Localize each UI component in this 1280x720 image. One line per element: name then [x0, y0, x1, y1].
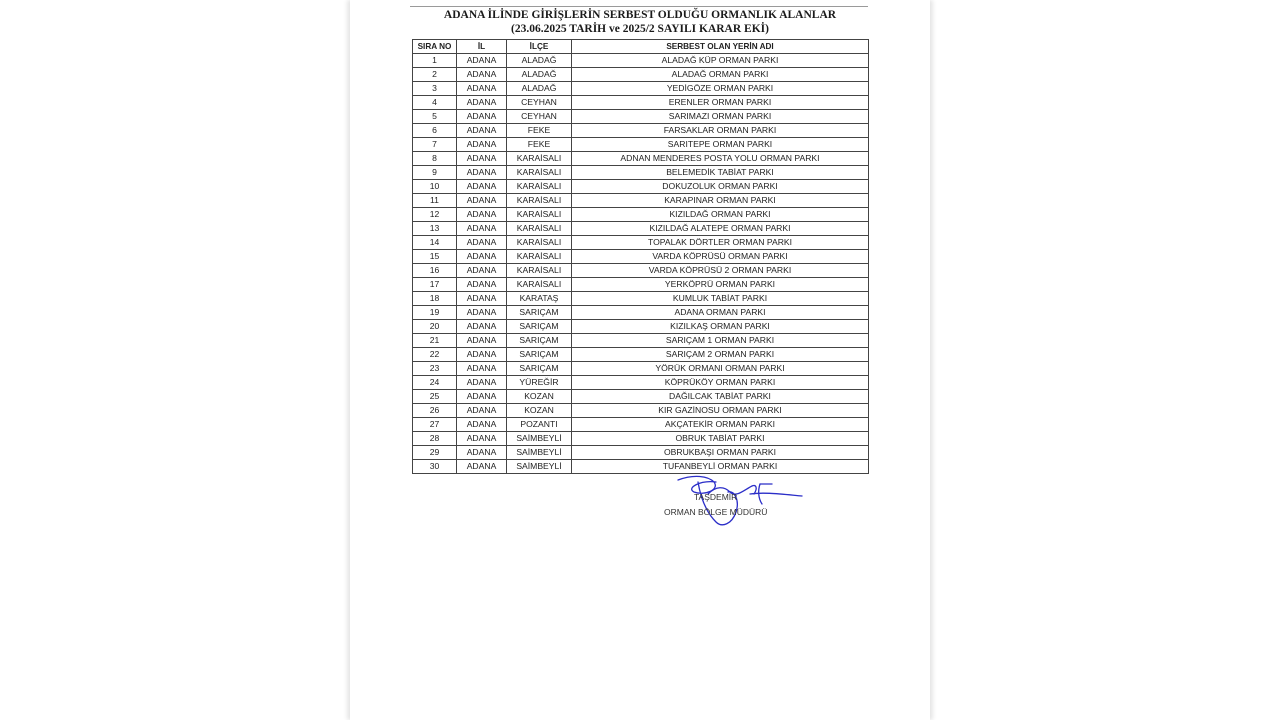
table-row	[413, 306, 869, 320]
cell-sira-no: 1	[413, 54, 457, 68]
table-header-row	[413, 40, 869, 54]
cell-ilce: KARAİSALI	[507, 278, 572, 292]
cell-yer-adi: ERENLER ORMAN PARKI	[572, 96, 869, 110]
cell-il: ADANA	[457, 54, 507, 68]
table-row	[413, 362, 869, 376]
table-row	[413, 110, 869, 124]
cell-sira-no: 13	[413, 222, 457, 236]
table-row	[413, 320, 869, 334]
cell-yer-adi: VARDA KÖPRÜSÜ ORMAN PARKI	[572, 250, 869, 264]
cell-sira-no: 7	[413, 138, 457, 152]
cell-yer-adi: DAĞILCAK TABİAT PARKI	[572, 390, 869, 404]
cell-ilce: KARAİSALI	[507, 194, 572, 208]
table-row	[413, 250, 869, 264]
cell-il: ADANA	[457, 418, 507, 432]
cell-ilce: SAİMBEYLİ	[507, 432, 572, 446]
title-line-1: ADANA İLİNDE GİRİŞLERİN SERBEST OLDUĞU ORMANLIK ALANLAR	[443, 9, 837, 21]
cell-sira-no: 12	[413, 208, 457, 222]
table-row	[413, 404, 869, 418]
cell-il: ADANA	[457, 68, 507, 82]
table-row	[413, 446, 869, 460]
cell-yer-adi: KIR GAZİNOSU ORMAN PARKI	[572, 404, 869, 418]
cell-sira-no: 18	[413, 292, 457, 306]
cell-sira-no: 10	[413, 180, 457, 194]
cell-il: ADANA	[457, 292, 507, 306]
cell-il: ADANA	[457, 222, 507, 236]
table-row	[413, 236, 869, 250]
signature-block	[664, 472, 814, 532]
cell-ilce: SAİMBEYLİ	[507, 460, 572, 474]
cell-ilce: FEKE	[507, 138, 572, 152]
cell-il: ADANA	[457, 250, 507, 264]
cell-ilce: KARAİSALI	[507, 222, 572, 236]
table-row	[413, 68, 869, 82]
cell-yer-adi: ADANA ORMAN PARKI	[572, 306, 869, 320]
cell-yer-adi: YERKÖPRÜ ORMAN PARKI	[572, 278, 869, 292]
cell-yer-adi: ADNAN MENDERES POSTA YOLU ORMAN PARKI	[572, 152, 869, 166]
table-row	[413, 264, 869, 278]
cell-il: ADANA	[457, 124, 507, 138]
cell-ilce: ALADAĞ	[507, 68, 572, 82]
cell-ilce: KARAİSALI	[507, 152, 572, 166]
cell-ilce: KARAİSALI	[507, 166, 572, 180]
cell-ilce: SARIÇAM	[507, 362, 572, 376]
table-body	[413, 54, 869, 474]
cell-il: ADANA	[457, 138, 507, 152]
cell-ilce: CEYHAN	[507, 110, 572, 124]
cell-il: ADANA	[457, 96, 507, 110]
cell-ilce: KARAİSALI	[507, 180, 572, 194]
cell-il: ADANA	[457, 166, 507, 180]
cell-sira-no: 27	[413, 418, 457, 432]
table-row	[413, 138, 869, 152]
cell-il: ADANA	[457, 446, 507, 460]
cell-yer-adi: SARITEPE ORMAN PARKI	[572, 138, 869, 152]
cell-sira-no: 21	[413, 334, 457, 348]
cell-ilce: KARAİSALI	[507, 264, 572, 278]
cell-yer-adi: KARAPINAR ORMAN PARKI	[572, 194, 869, 208]
table-row	[413, 96, 869, 110]
column-header-il: İL	[457, 40, 507, 54]
cell-yer-adi: BELEMEDİK TABİAT PARKI	[572, 166, 869, 180]
cell-yer-adi: AKÇATEKİR ORMAN PARKI	[572, 418, 869, 432]
cell-yer-adi: SARIÇAM 1 ORMAN PARKI	[572, 334, 869, 348]
cell-sira-no: 17	[413, 278, 457, 292]
cell-sira-no: 28	[413, 432, 457, 446]
cell-yer-adi: YEDİGÖZE ORMAN PARKI	[572, 82, 869, 96]
table-row	[413, 54, 869, 68]
cell-yer-adi: KUMLUK TABİAT PARKI	[572, 292, 869, 306]
cell-sira-no: 19	[413, 306, 457, 320]
table-row	[413, 418, 869, 432]
cell-il: ADANA	[457, 194, 507, 208]
cell-yer-adi: VARDA KÖPRÜSÜ 2 ORMAN PARKI	[572, 264, 869, 278]
cell-sira-no: 3	[413, 82, 457, 96]
cell-yer-adi: ALADAĞ KÜP ORMAN PARKI	[572, 54, 869, 68]
cell-sira-no: 15	[413, 250, 457, 264]
table-row	[413, 432, 869, 446]
table-row	[413, 334, 869, 348]
cell-yer-adi: SARIÇAM 2 ORMAN PARKI	[572, 348, 869, 362]
cell-il: ADANA	[457, 110, 507, 124]
table-row	[413, 222, 869, 236]
cell-il: ADANA	[457, 320, 507, 334]
cell-il: ADANA	[457, 404, 507, 418]
forest-areas-table	[412, 39, 869, 474]
column-header-sira-no: SIRA NO	[413, 40, 457, 54]
cell-sira-no: 20	[413, 320, 457, 334]
cell-ilce: SAİMBEYLİ	[507, 446, 572, 460]
table-row	[413, 82, 869, 96]
column-header-yer-adi: SERBEST OLAN YERİN ADI	[572, 40, 869, 54]
cell-yer-adi: TOPALAK DÖRTLER ORMAN PARKI	[572, 236, 869, 250]
cell-ilce: FEKE	[507, 124, 572, 138]
cell-il: ADANA	[457, 264, 507, 278]
cell-il: ADANA	[457, 180, 507, 194]
cell-ilce: KARATAŞ	[507, 292, 572, 306]
cell-yer-adi: KIZILDAĞ ORMAN PARKI	[572, 208, 869, 222]
cell-il: ADANA	[457, 152, 507, 166]
cell-sira-no: 24	[413, 376, 457, 390]
table-row	[413, 376, 869, 390]
cell-sira-no: 30	[413, 460, 457, 474]
cell-ilce: YÜREĞİR	[507, 376, 572, 390]
cell-sira-no: 29	[413, 446, 457, 460]
cell-ilce: POZANTI	[507, 418, 572, 432]
signature-scribble	[664, 472, 814, 532]
cell-yer-adi: TUFANBEYLİ ORMAN PARKI	[572, 460, 869, 474]
cell-il: ADANA	[457, 390, 507, 404]
table-row	[413, 152, 869, 166]
cell-sira-no: 8	[413, 152, 457, 166]
table-row	[413, 194, 869, 208]
table-row	[413, 348, 869, 362]
cell-il: ADANA	[457, 362, 507, 376]
cell-yer-adi: OBRUKBAŞI ORMAN PARKI	[572, 446, 869, 460]
cell-ilce: SARIÇAM	[507, 306, 572, 320]
cell-yer-adi: KIZILKAŞ ORMAN PARKI	[572, 320, 869, 334]
cell-yer-adi: DOKUZOLUK ORMAN PARKI	[572, 180, 869, 194]
table-row	[413, 208, 869, 222]
title-line-2: (23.06.2025 TARİH ve 2025/2 SAYILI KARAR EKİ)	[511, 23, 769, 35]
cell-sira-no: 25	[413, 390, 457, 404]
cell-ilce: ALADAĞ	[507, 54, 572, 68]
cell-ilce: SARIÇAM	[507, 348, 572, 362]
table-row	[413, 292, 869, 306]
cell-ilce: ALADAĞ	[507, 82, 572, 96]
table-row	[413, 278, 869, 292]
cell-ilce: SARIÇAM	[507, 320, 572, 334]
cell-sira-no: 6	[413, 124, 457, 138]
cell-ilce: KARAİSALI	[507, 208, 572, 222]
cell-ilce: CEYHAN	[507, 96, 572, 110]
cell-il: ADANA	[457, 376, 507, 390]
cell-il: ADANA	[457, 208, 507, 222]
cell-sira-no: 9	[413, 166, 457, 180]
cell-sira-no: 22	[413, 348, 457, 362]
cell-ilce: KOZAN	[507, 390, 572, 404]
cell-il: ADANA	[457, 306, 507, 320]
cell-il: ADANA	[457, 236, 507, 250]
cell-il: ADANA	[457, 460, 507, 474]
cell-yer-adi: YÖRÜK ORMANI ORMAN PARKI	[572, 362, 869, 376]
cell-sira-no: 16	[413, 264, 457, 278]
signature-name: TAŞDEMİR	[694, 492, 738, 502]
column-header-ilce: İLÇE	[507, 40, 572, 54]
document-title	[412, 8, 868, 36]
table-row	[413, 180, 869, 194]
cell-sira-no: 14	[413, 236, 457, 250]
cell-sira-no: 23	[413, 362, 457, 376]
cell-il: ADANA	[457, 278, 507, 292]
cell-ilce: KARAİSALI	[507, 236, 572, 250]
cell-sira-no: 26	[413, 404, 457, 418]
table-row	[413, 124, 869, 138]
cell-yer-adi: OBRUK TABİAT PARKI	[572, 432, 869, 446]
cell-ilce: KARAİSALI	[507, 250, 572, 264]
cell-il: ADANA	[457, 348, 507, 362]
cell-sira-no: 5	[413, 110, 457, 124]
cell-sira-no: 11	[413, 194, 457, 208]
cell-yer-adi: ALADAĞ ORMAN PARKI	[572, 68, 869, 82]
cell-yer-adi: FARSAKLAR ORMAN PARKI	[572, 124, 869, 138]
cell-il: ADANA	[457, 334, 507, 348]
cell-yer-adi: KIZILDAĞ ALATEPE ORMAN PARKI	[572, 222, 869, 236]
table-row	[413, 390, 869, 404]
cell-il: ADANA	[457, 432, 507, 446]
cell-il: ADANA	[457, 82, 507, 96]
cell-ilce: SARIÇAM	[507, 334, 572, 348]
page-top-rule	[410, 6, 868, 7]
cell-sira-no: 4	[413, 96, 457, 110]
signature-title: ORMAN BÖLGE MÜDÜRÜ	[664, 507, 768, 517]
cell-yer-adi: SARIMAZI ORMAN PARKI	[572, 110, 869, 124]
table-row	[413, 166, 869, 180]
cell-sira-no: 2	[413, 68, 457, 82]
cell-yer-adi: KÖPRÜKÖY ORMAN PARKI	[572, 376, 869, 390]
cell-ilce: KOZAN	[507, 404, 572, 418]
